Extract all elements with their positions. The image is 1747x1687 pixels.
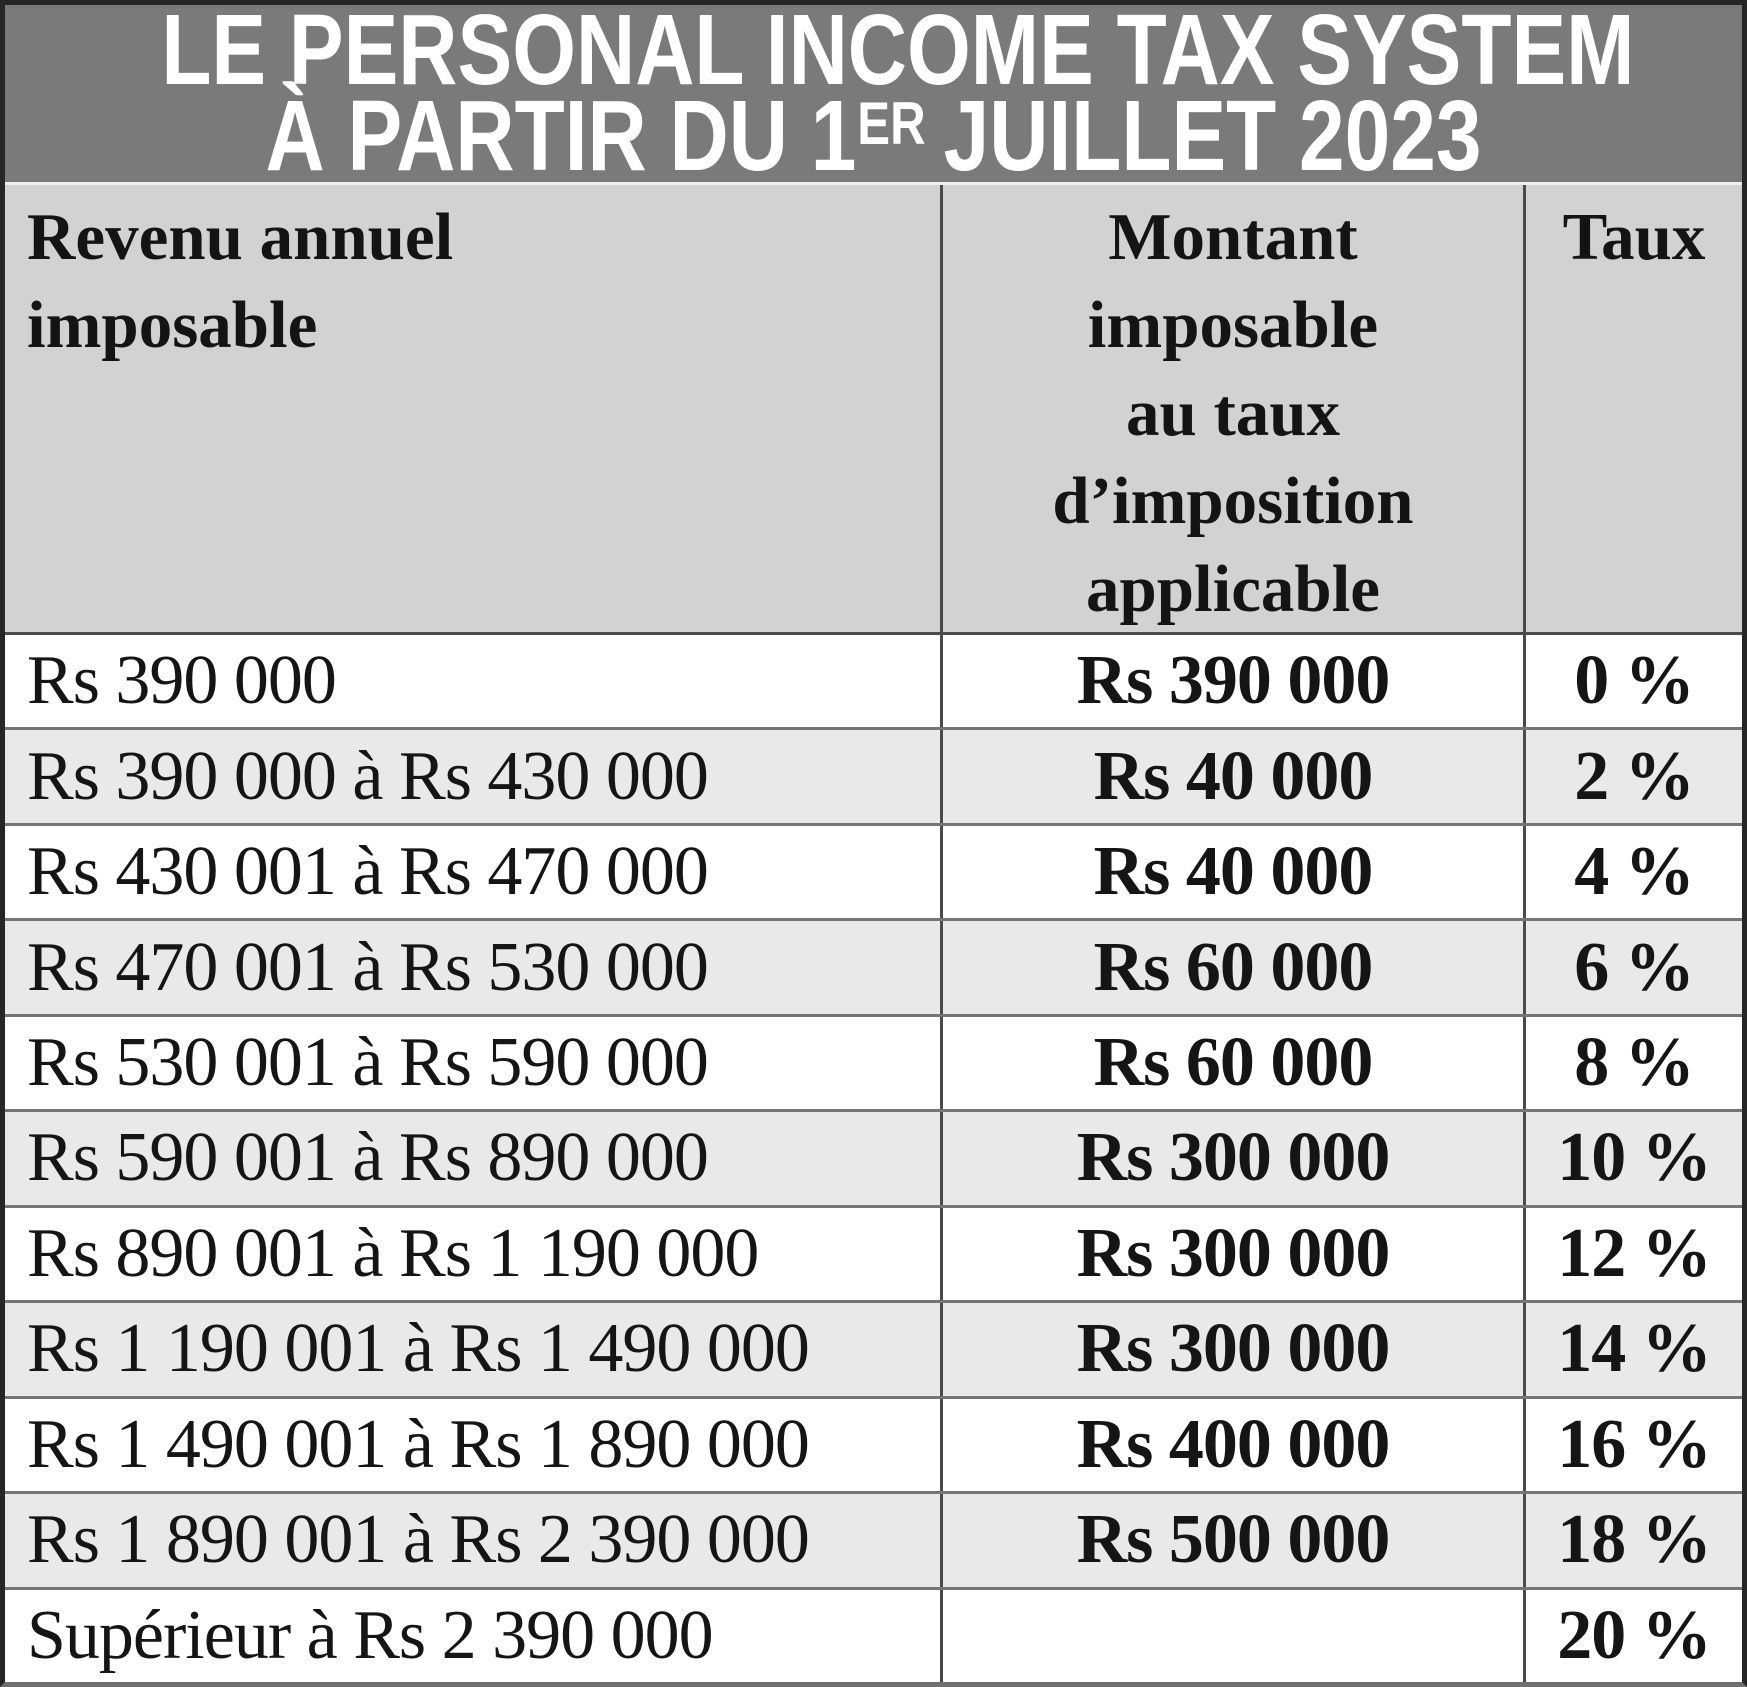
table-row (5, 635, 1742, 727)
cell-montant: Rs 300 000 (940, 1303, 1523, 1395)
cell-montant: Rs 60 000 (940, 1017, 1523, 1109)
title-line-2 (161, 80, 1585, 185)
cell-montant: Rs 300 000 (940, 1208, 1523, 1300)
header-col1-line: imposable (27, 288, 318, 362)
cell-revenu: Rs 530 001 à Rs 590 000 (27, 1024, 708, 1102)
table-title-bar (5, 5, 1742, 185)
cell-taux: 4 % (1523, 826, 1742, 918)
title-line-2-suffix: JUILLET 2023 (943, 80, 1482, 185)
table-body (5, 635, 1742, 1682)
table-row (5, 1300, 1742, 1395)
cell-montant: Rs 500 000 (940, 1494, 1523, 1586)
header-taux (1523, 185, 1742, 633)
header-col2-line: d’imposition (1052, 464, 1414, 538)
header-col2-line: imposable (1087, 288, 1379, 362)
table-row (5, 1109, 1742, 1204)
cell-montant: Rs 40 000 (940, 826, 1523, 918)
cell-taux: 18 % (1523, 1494, 1742, 1586)
cell-taux: 14 % (1523, 1303, 1742, 1395)
cell-revenu: Rs 1 190 001 à Rs 1 490 000 (27, 1310, 809, 1388)
header-col2-line: au taux (1125, 376, 1341, 450)
table-row (5, 1396, 1742, 1491)
cell-revenu: Supérieur à Rs 2 390 000 (27, 1596, 713, 1674)
cell-revenu: Rs 470 001 à Rs 530 000 (27, 928, 708, 1006)
cell-revenu: Rs 1 890 001 à Rs 2 390 000 (27, 1501, 809, 1579)
cell-taux: 12 % (1523, 1208, 1742, 1300)
cell-montant: Rs 60 000 (940, 921, 1523, 1013)
table-row (5, 727, 1742, 822)
table-row (5, 1491, 1742, 1586)
table-header-row (5, 185, 1742, 635)
cell-taux: 0 % (1523, 635, 1742, 727)
cell-revenu: Rs 390 000 (27, 642, 336, 720)
cell-taux: 6 % (1523, 921, 1742, 1013)
table-row (5, 1587, 1742, 1682)
cell-taux: 2 % (1523, 730, 1742, 822)
table-row (5, 1205, 1742, 1300)
cell-taux: 16 % (1523, 1399, 1742, 1491)
header-col2-line: Montant (1108, 200, 1358, 274)
table-row (5, 823, 1742, 918)
title-superscript-er: ER (857, 89, 926, 157)
cell-montant: Rs 300 000 (940, 1112, 1523, 1204)
cell-montant: Rs 390 000 (940, 635, 1523, 727)
table-row (5, 918, 1742, 1013)
header-revenu-annuel-imposable (5, 185, 940, 633)
cell-revenu: Rs 890 001 à Rs 1 190 000 (27, 1214, 759, 1292)
cell-taux: 8 % (1523, 1017, 1742, 1109)
header-col1-line: Revenu annuel (27, 200, 454, 274)
cell-montant: Rs 400 000 (940, 1399, 1523, 1491)
header-montant-imposable (940, 185, 1523, 633)
title-line-1: LE PERSONAL INCOME TAX SYSTEM (161, 5, 1635, 106)
header-col3-line: Taux (1562, 200, 1706, 274)
title-line-2-prefix: À PARTIR DU 1 (265, 80, 857, 185)
cell-taux: 20 % (1523, 1590, 1742, 1682)
cell-revenu: Rs 590 001 à Rs 890 000 (27, 1119, 708, 1197)
cell-revenu: Rs 390 000 à Rs 430 000 (27, 737, 708, 815)
cell-revenu: Rs 430 001 à Rs 470 000 (27, 833, 708, 911)
cell-taux: 10 % (1523, 1112, 1742, 1204)
cell-revenu: Rs 1 490 001 à Rs 1 890 000 (27, 1405, 809, 1483)
cell-montant (940, 1590, 1523, 1682)
header-col2-line: applicable (1085, 552, 1381, 626)
table-row (5, 1014, 1742, 1109)
cell-montant: Rs 40 000 (940, 730, 1523, 822)
